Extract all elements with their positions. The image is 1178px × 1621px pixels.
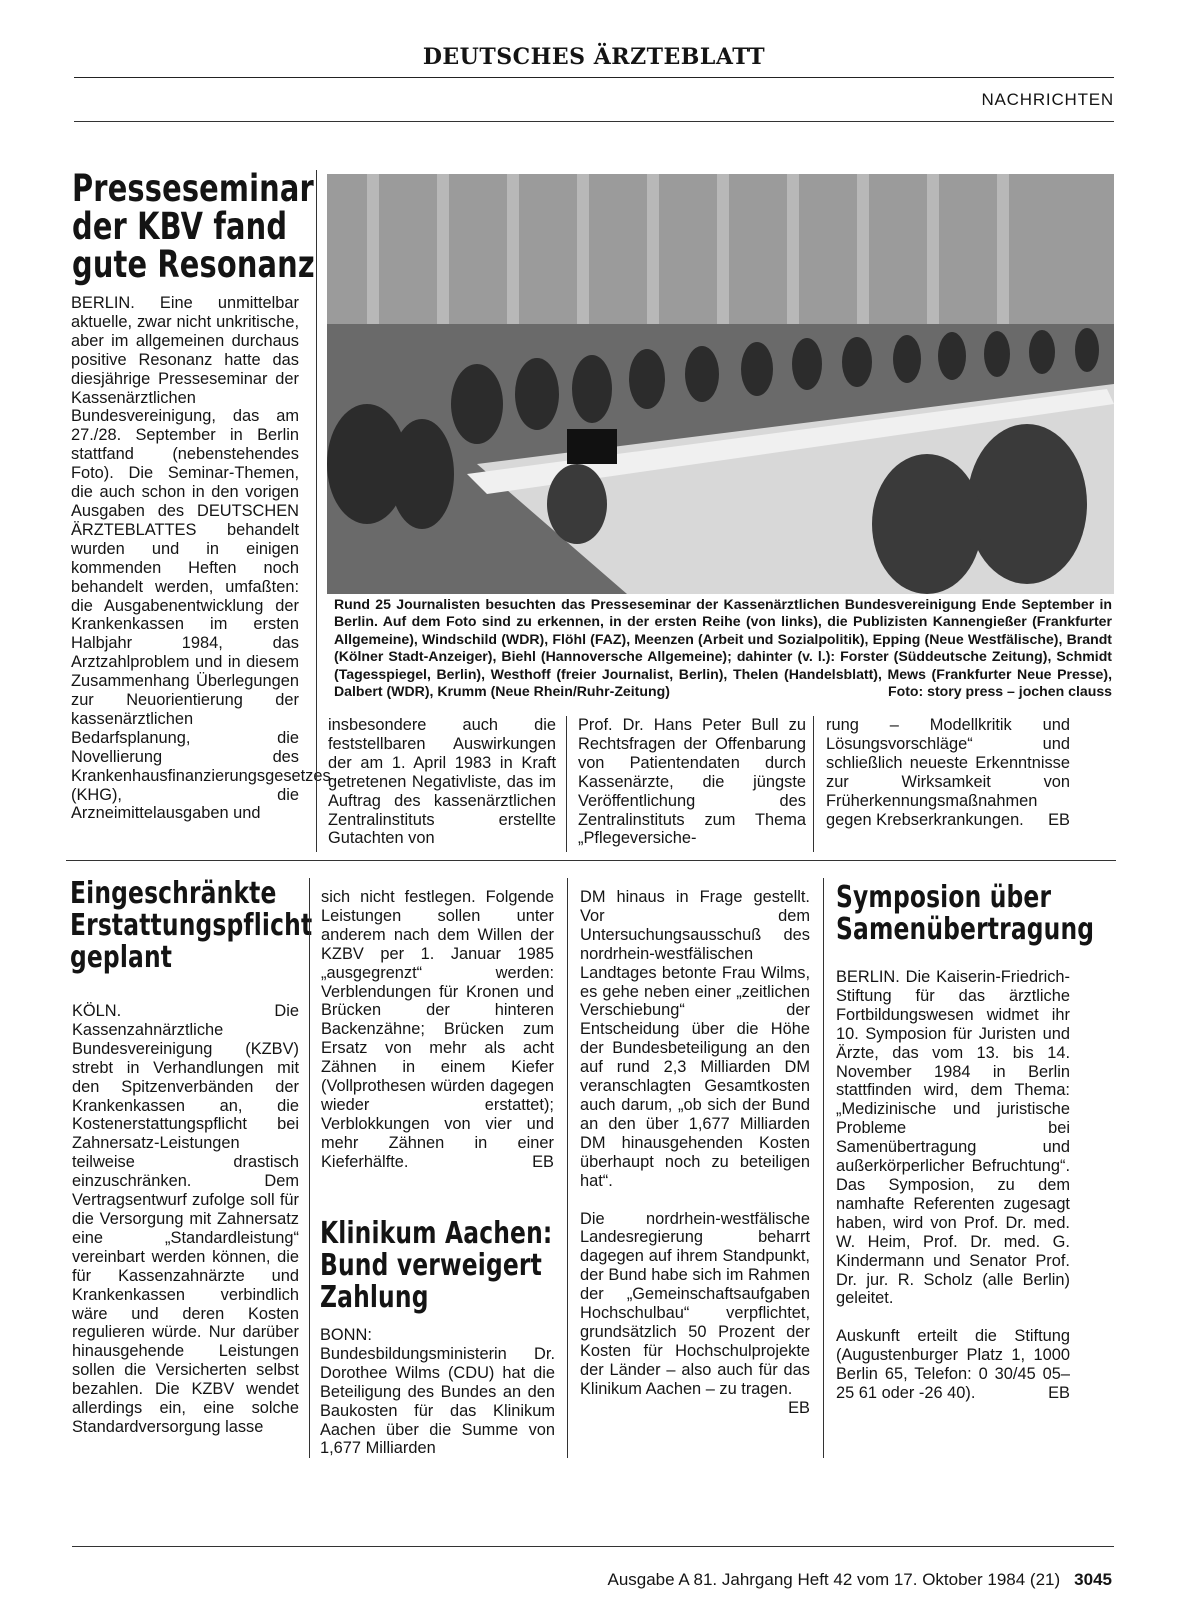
masthead: DEUTSCHES ÄRZTEBLATT	[74, 44, 1114, 78]
author-sign: EB	[1048, 1384, 1070, 1403]
headline-symposion: Symposion über Samenübertragung	[836, 880, 1095, 947]
author-sign: EB	[788, 1398, 810, 1417]
article3-column-2: DM hinaus in Frage gestellt. Vor dem Untersuchungsausschuß des nordrhein-westfälischen Landtages betonte Frau Wilms, es gehe neben einer „zeitlichen Verschiebung“ der Entscheidung über die Höhe der Bundesbeteiligung an den auf rund 2,3 Milliarden DM veranschlagten Gesamtkosten auch darum, „ob sich der Bund an den über 1,677 Milliarden DM hinausgehenden Kosten überhaupt noch zu beteiligen hat“. Die nordrhein-westfälische Landesregierung beharrt dagegen auf ihrem Standpunkt, der Bund habe sich im Rahmen der „Gemeinschaftsaufgaben Hochschulbau“ verpflichtet, grundsätzlich 50 Prozent der Kosten für Hochschulprojekte der Länder – also auch für das Klinikum Aachen – zu tragen. EB	[580, 888, 810, 1417]
issue-info: Ausgabe A 81. Jahrgang Heft 42 vom 17. Oktober 1984 (21)	[607, 1570, 1061, 1589]
article4-column: BERLIN. Die Kaiserin-Friedrich-Stiftung für das ärztliche Fortbildungswesen widmet ihr 10. Symposion für Juristen und Ärzte, das vom 13. bis 14. November 1984 in Berlin stattfinden wird, dem Thema: „Medizinische und juristische Probleme bei Samenübertragung und außerkörperlicher Befruchtung“. Das Symposion, zu dem namhafte Referenten zugesagt haben, wird von Prof. Dr. med. W. Heim, Prof. Dr. med. G. Kindermann und Senator Prof. Dr. jur. R. Scholz (alle Berlin) geleitet. Auskunft erteilt die Stiftung (Augustenburger Platz 1, 1000 Berlin 65, Telefon: 0 30/45 05–25 61 oder -26 40). EB	[836, 968, 1070, 1403]
column-divider	[309, 878, 310, 1458]
column-divider	[813, 716, 814, 852]
article1-column-2: insbesondere auch die feststellbaren Auswirkungen der am 1. April 1983 in Kraft getretenen Negativliste, das im Auftrag des kassenärztlichen Zentralinstituts erstellte Gutachten von	[328, 716, 556, 848]
press-seminar-photo	[327, 174, 1114, 594]
section-label: NACHRICHTEN	[981, 90, 1114, 109]
article1-column-3: Prof. Dr. Hans Peter Bull zu Rechtsfragen der Offenbarung von Patientendaten durch Kassenärzte, die jüngste Veröffentlichung des Zentralinstituts zum Thema „Pflegeversiche-	[578, 716, 806, 848]
author-sign: EB	[1048, 810, 1070, 829]
author-sign: EB	[532, 1152, 554, 1171]
column-divider	[316, 170, 317, 852]
top-rule	[74, 121, 1114, 122]
headline-klinikum-aachen: Klinikum Aachen: Bund verweigert Zahlung	[320, 1216, 553, 1315]
photo-image	[327, 174, 1114, 594]
article2-column-1: KÖLN. Die Kassenzahnärztliche Bundesvereinigung (KZBV) strebt in Verhandlungen mit den Spitzenverbänden der Krankenkassen an, die Kostenerstattungspflicht bei Zahnersatz-Leistungen teilweise drastisch einzuschränken. Dem Vertragsentwurf zufolge soll für die Versorgung mit Zahnersatz eine „Standardleistung“ vereinbart werden können, die für Kassenzahnärzte und Krankenkassen verbindlich wäre und deren Kosten regulieren würde. Nur darüber hinausgehende Leistungen sollen die Versicherten selbst bezahlen. Die KZBV wendet allerdings ein, eine solche Standardversorgung lasse	[72, 1002, 299, 1436]
headline-presseseminar: Presseseminar der KBV fand gute Resonanz	[72, 167, 315, 286]
photo-credit: Foto: story press – jochen clauss	[888, 683, 1112, 700]
section-rule	[66, 860, 1116, 861]
footer-rule	[72, 1546, 1114, 1547]
column-divider	[566, 716, 567, 852]
column-divider	[567, 878, 568, 1458]
photo-caption: Rund 25 Journalisten besuchten das Presseseminar der Kassenärztlichen Bundesvereinigung Ende September in Berlin. Auf dem Foto sind zu erkennen, in der ersten Reihe (von links), die Publizisten Kannengießer (Frankfurter Allgemeine), Windschild (WDR), Flöhl (FAZ), Meenzen (Arbeit und Sozialpolitik), Epping (Neue Westfälische), Brandt (Kölner Stadt-Anzeiger), Biehl (Hannoversche Allgemeine); dahinter (v. l.): Forster (Süddeutsche Zeitung), Schmidt (Tagesspiegel, Berlin), Westhoff (freier Journalist, Berlin), Thelen (Handelsblatt), Mews (Frankfurter Neue Presse), Dalbert (WDR), Krumm (Neue Rhein/Ruhr-Zeitung) Foto: story press – jochen clauss	[334, 596, 1112, 700]
article2-column-2: sich nicht festlegen. Folgende Leistungen sollen unter anderem nach dem Willen der KZBV per 1. Januar 1985 „ausgegrenzt“ werden: Verblendungen für Kronen und Brücken der hinteren Backenzähne; Brücken zum Ersatz von mehr als acht Zähnen in einem Kiefer (Vollprothesen würden dagegen wieder erstattet); Verblokkungen von vier und mehr Zähnen in einer Kieferhälfte. EB	[321, 888, 554, 1171]
page-number: 3045	[1074, 1570, 1112, 1589]
page-footer	[607, 1570, 1112, 1590]
article3-column-1: BONN: Bundesbildungsministerin Dr. Dorothee Wilms (CDU) hat die Beteiligung des Bundes an den Baukosten für das Klinikum Aachen über die Summe von 1,677 Milliarden	[320, 1326, 555, 1458]
headline-erstattungspflicht: Eingeschränkte Erstattungspflicht geplant	[70, 876, 313, 975]
article1-column-4: rung – Modellkritik und Lösungsvorschläge“ und schließlich neueste Erkenntnisse zur Wirksamkeit von Früherkennungsmaßnahmen gegen Krebserkrankungen. EB	[826, 716, 1070, 829]
article1-column-1: BERLIN. Eine unmittelbar aktuelle, zwar nicht unkritische, aber im allgemeinen durchaus positive Resonanz hatte das diesjährige Presseseminar der Kassenärztlichen Bundesvereinigung, das am 27./28. September in Berlin stattfand (nebenstehendes Foto). Die Seminar-Themen, die auch schon in den vorigen Ausgaben des DEUTSCHEN ÄRZTEBLATTES behandelt wurden und in einigen kommenden Heften noch behandelt werden, umfaßten: die Ausgabenentwicklung der Krankenkassen im ersten Halbjahr 1984, das Arztzahlproblem und in diesem Zusammenhang Überlegungen zur Neuorientierung der kassenärztlichen Bedarfsplanung, die Novellierung des Krankenhausfinanzierungsgesetzes (KHG), die Arzneimittelausgaben und	[71, 294, 331, 823]
column-divider	[823, 878, 824, 1458]
